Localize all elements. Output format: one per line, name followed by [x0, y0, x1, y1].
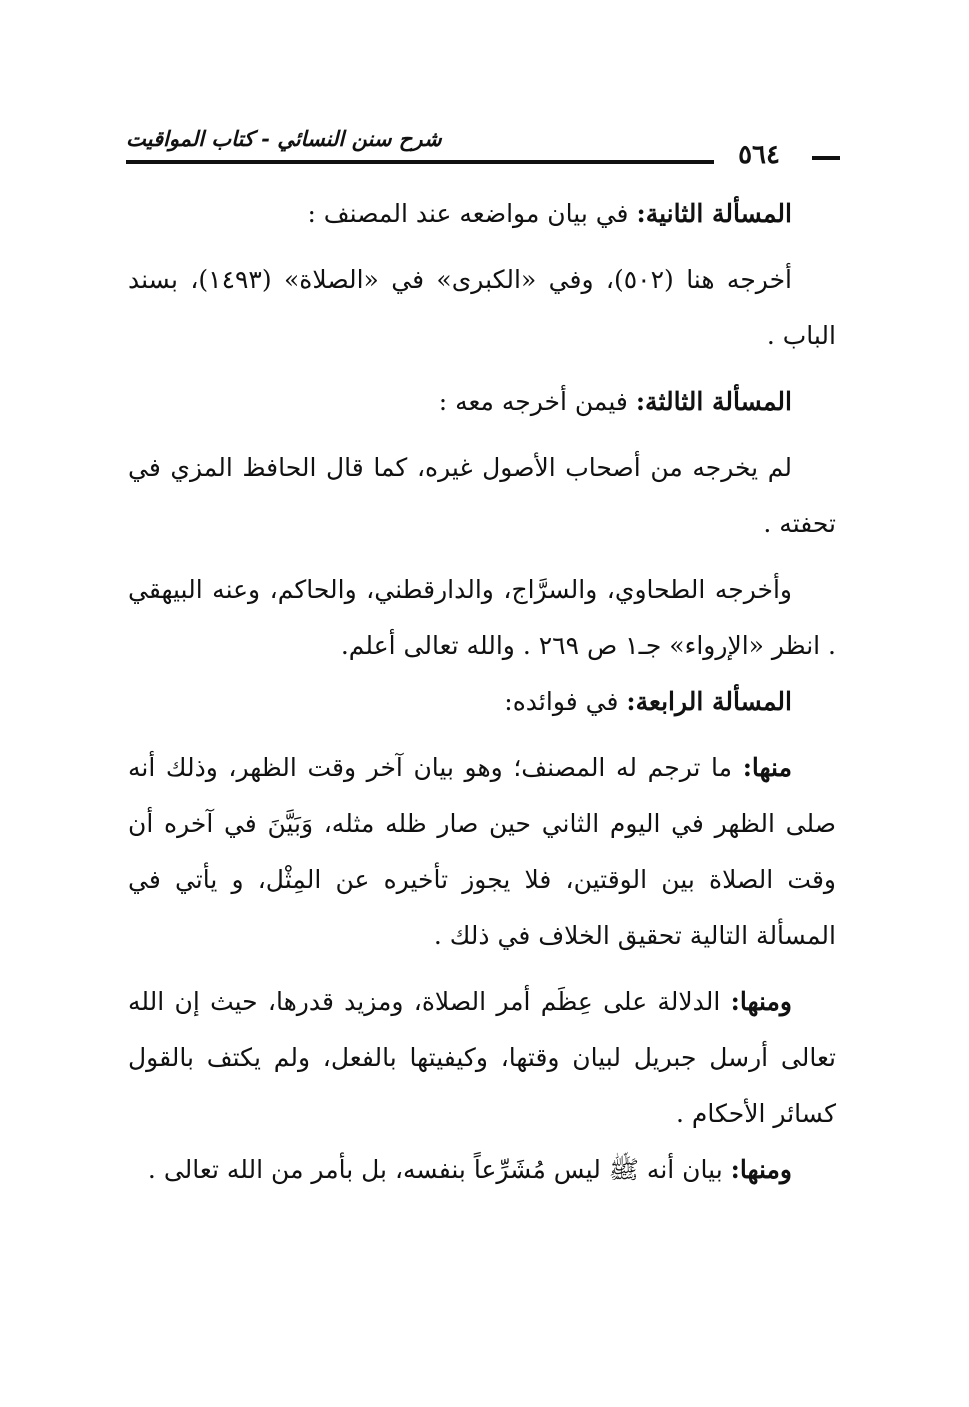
page-content: [128, 186, 836, 1198]
section-3-heading: المسألة الثالثة:: [635, 387, 792, 416]
section-4-heading: المسألة الرابعة:: [626, 687, 792, 716]
section-4-heading-line: [128, 674, 836, 730]
section-3-body-1: لم يخرجه من أصحاب الأصول غيره، كما قال الحافظ المزي في تحفته .: [128, 453, 836, 538]
benefit-1-text: ما ترجم له المصنف؛ وهو بيان آخر وقت الظهر، وذلك أنه صلى الظهر في اليوم الثاني حين صار ظله مثله، وَبَيَّنَ في آخره أن وقت الصلاة بين الوقتين، فلا يجوز تأخيره عن المِثْل، و يأتي في المسألة التالية تحقيق الخلاف في ذلك .: [128, 753, 836, 950]
header-dash: [812, 156, 840, 160]
benefit-2-label: ومنها:: [730, 987, 792, 1016]
section-4-heading-text: في فوائده:: [504, 687, 619, 716]
page-number: ٥٦٤: [738, 140, 780, 170]
benefit-2-text: الدلالة على عِظَم أمر الصلاة، ومزيد قدرها، حيث إن الله تعالى أرسل جبريل لبيان وقتها، وكيفيتها بالفعل، ولم يكتف بالقول كسائر الأحكام .: [128, 987, 836, 1128]
running-title: شرح سنن النسائي - كتاب المواقيت: [126, 126, 442, 151]
section-3-body-2: وأخرجه الطحاوي، والسرَّاج، والدارقطني، والحاكم، وعنه البيهقي . انظر «الإرواء» جـ١ ص ٢٦٩ . والله تعالى أعلم.: [128, 575, 836, 660]
page-header: [126, 122, 840, 170]
benefit-2: [128, 974, 836, 1142]
section-3-heading-line: [128, 374, 836, 430]
section-2-heading-line: [128, 186, 836, 242]
benefit-1: [128, 740, 836, 964]
header-rule: [126, 160, 714, 164]
benefit-3: [128, 1142, 836, 1198]
section-2-heading: المسألة الثانية:: [636, 199, 792, 228]
section-2-body: أخرجه هنا (٥٠٢)، وفي «الكبرى» في «الصلاة» (١٤٩٣)، بسند الباب .: [128, 265, 836, 350]
benefit-1-label: منها:: [742, 753, 792, 782]
benefit-3-text: بيان أنه ﷺ ليس مُشَرِّعاً بنفسه، بل بأمر من الله تعالى .: [147, 1155, 723, 1184]
benefit-3-label: ومنها:: [730, 1155, 792, 1184]
section-3-heading-text: فيمن أخرجه معه :: [438, 387, 628, 416]
section-2-heading-text: في بيان مواضعه عند المصنف :: [307, 199, 629, 228]
